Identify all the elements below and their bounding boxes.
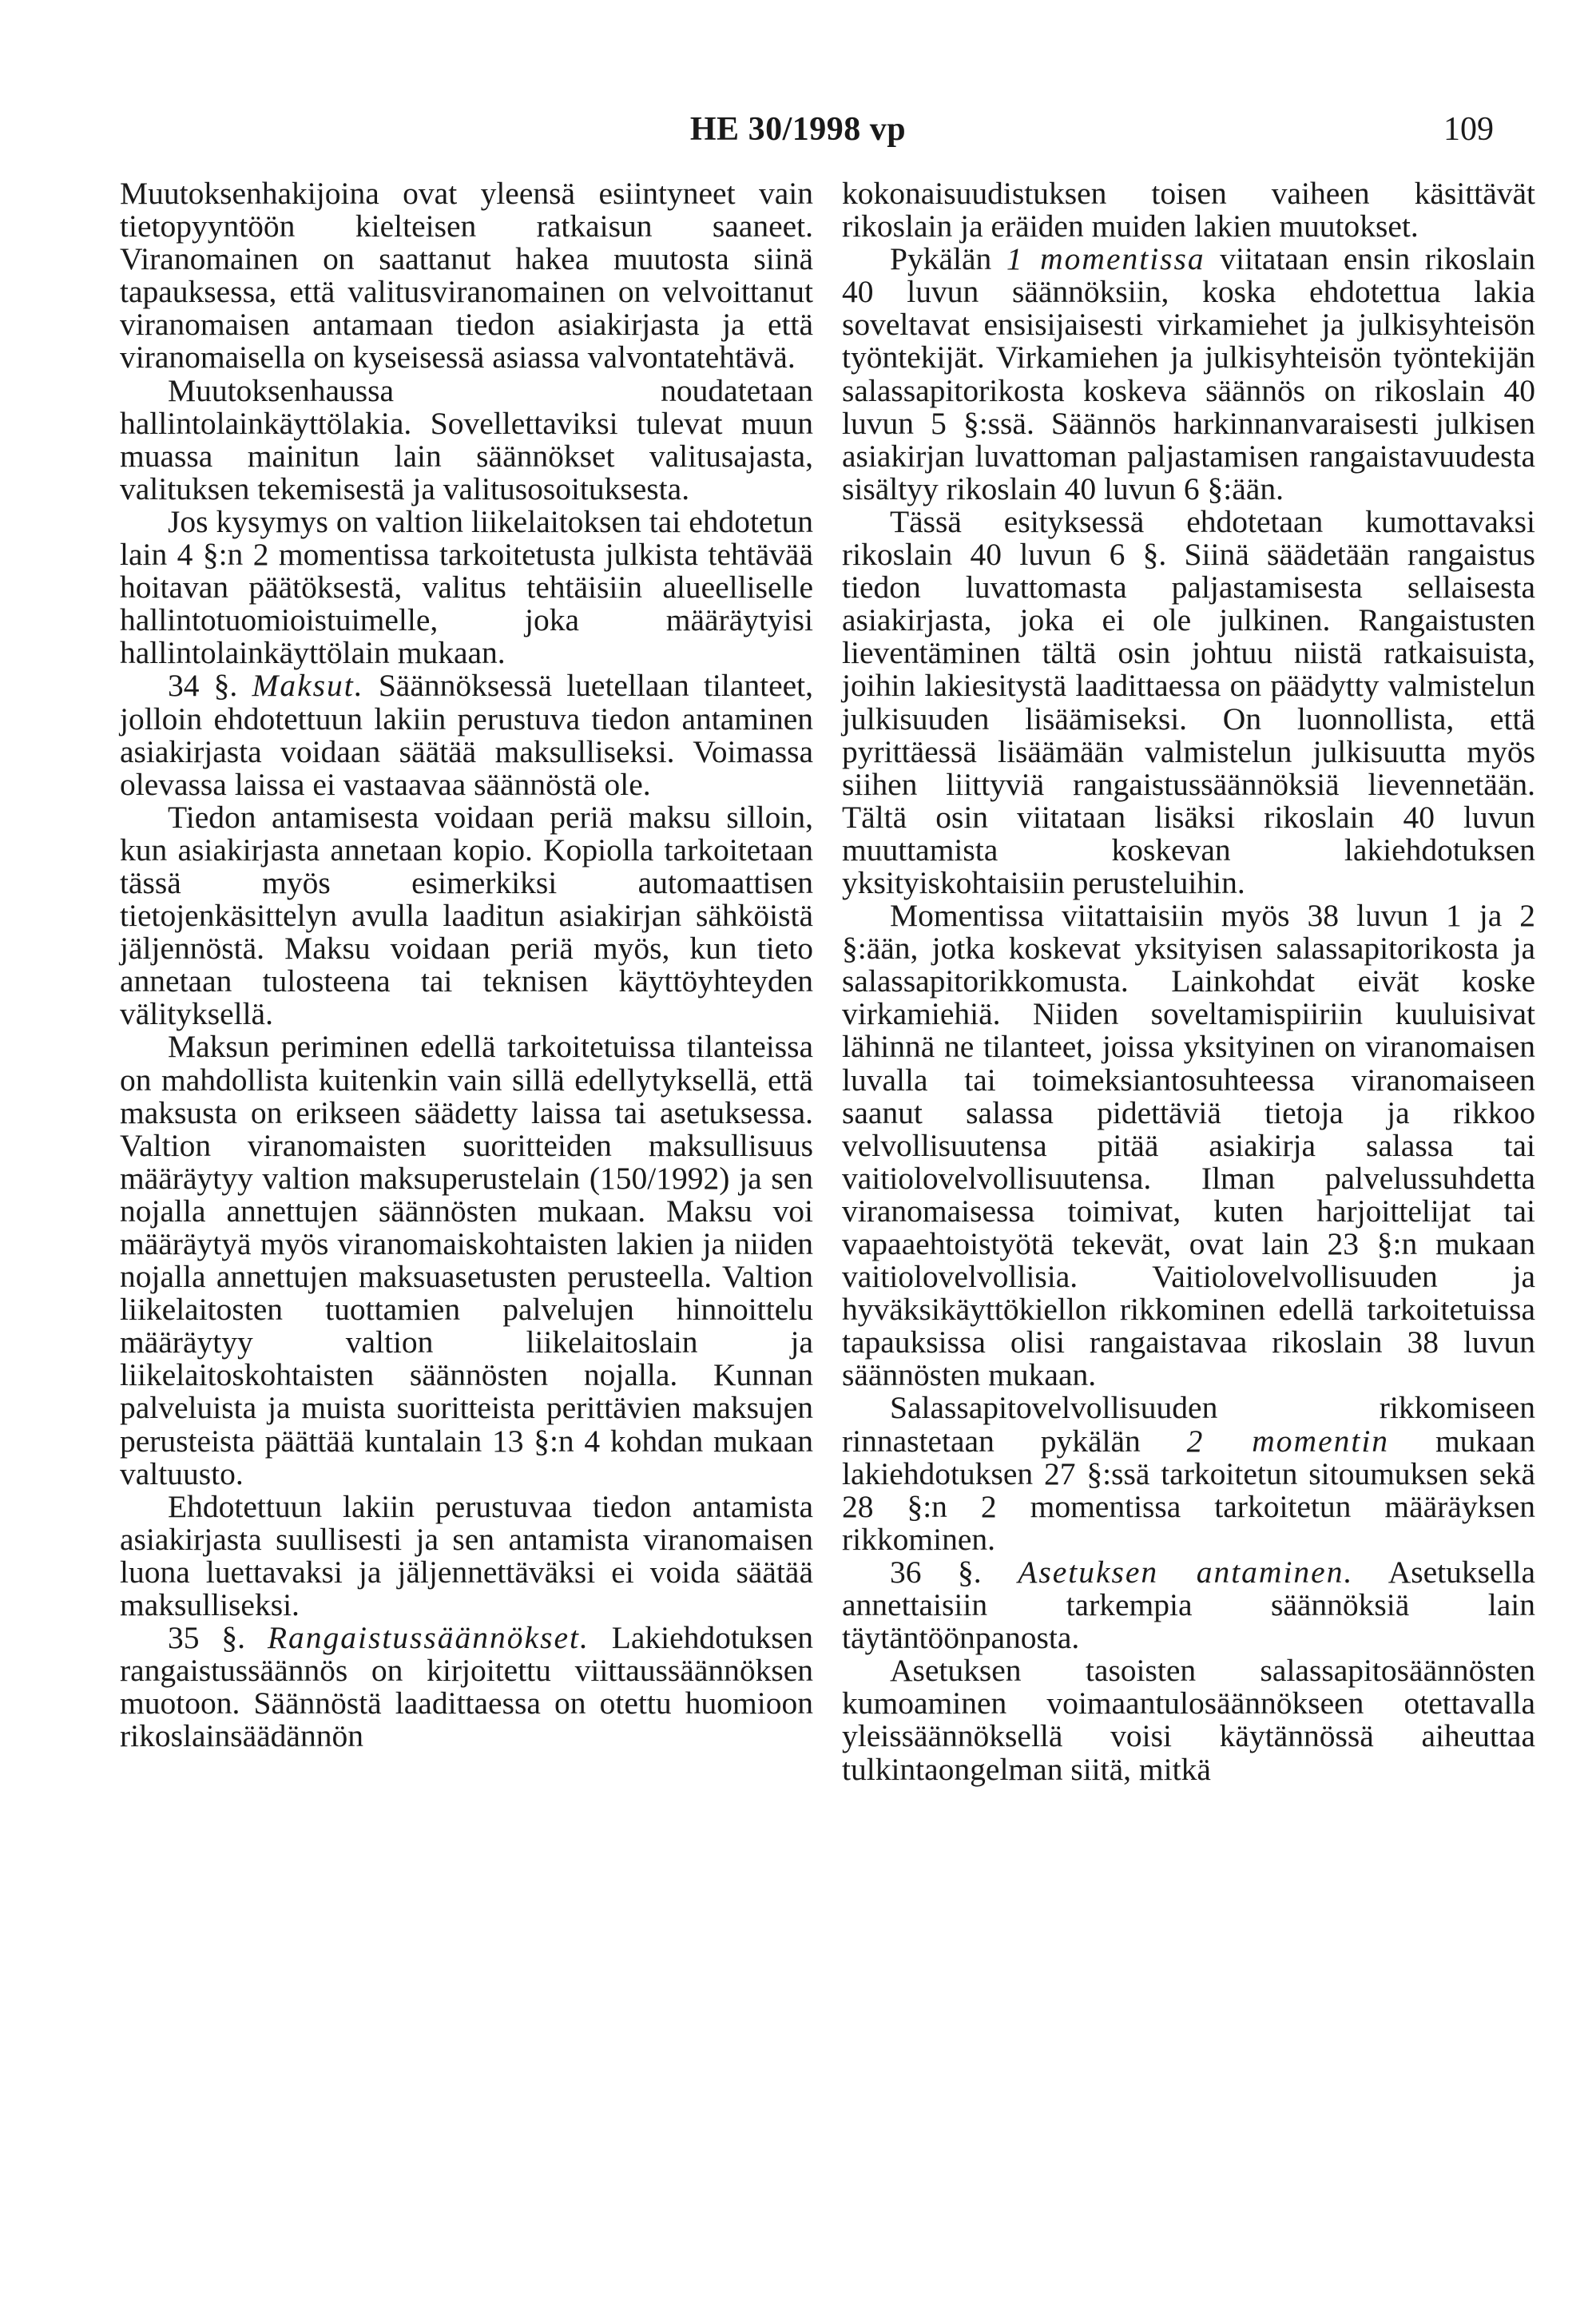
paragraph: kokonaisuudistuksen toisen vaiheen käsittävät rikoslain ja eräiden muiden lakien muutokset. bbox=[842, 176, 1535, 244]
paragraph-1-momentti bbox=[842, 243, 1535, 506]
paragraph: Momentissa viitattaisiin myös 38 luvun 1 ja 2 §:ään, jotka koskevat yksityisen salassapitorikosta ja salassapitorikkomusta. Lainkohdat eivät koske virkamiehiä. Niiden soveltamispiiriin kuuluisivat lähinnä ne tilanteet, joissa yksityinen on viranomaisen luvalla tai toimeksiantosuhteessa viranomaiseen saanut salassa pidettäviä tietoja ja rikkoo velvollisuutensa pitää asiakirja salassa tai vaitiolovelvollisuutensa. Ilman palvelussuhdetta viranomaisessa toimivat, kuten harjoittelijat tai vapaaehtoistyötä tekevät, ovat lain 23 §:n mukaan vaitiolovelvollisia. Vaitiolovelvollisuuden ja hyväksikäyttökiellon rikkominen edellä tarkoitetuissa tapauksissa olisi rangaistavaa rikoslain 38 luvun säännösten mukaan. bbox=[842, 898, 1535, 1393]
section-text: Lakiehdotuksen rangaistussäännös on kirjoitettu viittaussäännöksen muotoon. Säännöstä laadittaessa on otettu huomioon rikoslainsäädännön bbox=[120, 1620, 814, 1754]
paragraph: Tässä esityksessä ehdotetaan kumottavaksi rikoslain 40 luvun 6 §. Siinä säädetään rangaistus tiedon luvattomasta paljastamisesta sellaisesta asiakirjasta, joka ei ole julkinen. Rangaistusten lieventäminen tältä osin johtuu niistä ratkaisuista, joihin lakiesitystä laadittaessa on päädytty valmistelun julkisuuden lisäämiseksi. On luonnollista, että pyrittäessä lisäämään valmistelun julkisuutta myös siihen liittyviä rangaistussäännöksiä lievennetään. Tältä osin viitataan lisäksi rikoslain 40 luvun muuttamista koskevan lakiehdotuksen yksityiskohtaisiin perusteluihin. bbox=[842, 503, 1535, 900]
page-header bbox=[0, 110, 1596, 158]
section-number: 36 §. bbox=[890, 1554, 1018, 1590]
paragraph-text: mukaan lakiehdotuksen 27 §:ssä tarkoitetun sitoumuksen sekä 28 §:n 2 momentissa tarkoitetun määräyksen rikkominen. bbox=[842, 1423, 1535, 1557]
paragraph-2-momentti bbox=[842, 1392, 1535, 1555]
paragraph: Maksun periminen edellä tarkoitetuissa tilanteissa on mahdollista kuitenkin vain sillä edellytyksellä, että maksusta on erikseen säädetty laissa tai asetuksessa. Valtion viranomaisten suoritteiden maksullisuus määräytyy valtion maksuperustelain (150/1992) ja sen nojalla annettujen säännösten mukaan. Maksu voi määräytyä myös viranomaiskohtaisten lakien ja niiden nojalla annettujen maksuasetusten perusteella. Valtion liikelaitosten tuottamien palvelujen hinnoittelu määräytyy valtion liikelaitoslain ja liikelaitoskohtaisten säännösten nojalla. Kunnan palveluista ja muista suoritteista perittävien maksujen perusteista päättää kuntalain 13 §:n 4 kohdan mukaan valtuusto. bbox=[120, 1029, 813, 1491]
section-text: Asetuksella annettaisiin tarkempia säännöksiä lain täytäntöönpanosta. bbox=[842, 1554, 1535, 1656]
paragraph: Asetuksen tasoisten salassapitosäännösten kumoaminen voimaantulosäännökseen otettavalla yleissäännöksellä voisi käytännössä aiheuttaa tulkintaongelman siitä, mitkä bbox=[842, 1653, 1535, 1787]
left-column bbox=[120, 177, 813, 1753]
momentti-heading: 1 momentissa bbox=[1006, 241, 1205, 277]
section-paragraph-35 bbox=[120, 1622, 813, 1753]
paragraph: Tiedon antamisesta voidaan periä maksu silloin, kun asiakirjasta annetaan kopio. Kopiolla tarkoitetaan tässä myös esimerkiksi automaattisen tietojenkäsittelyn avulla laaditun asiakirjan sähköistä jäljennöstä. Maksu voidaan periä myös, kun tieto annetaan tulosteena tai teknisen käyttöyhteyden välityksellä. bbox=[120, 799, 813, 1032]
section-number: 35 §. bbox=[168, 1620, 268, 1656]
paragraph: Jos kysymys on valtion liikelaitoksen tai ehdotetun lain 4 §:n 2 momentissa tarkoitetusta julkista tehtävää hoitavan päätöksestä, valitus tehtäisiin alueelliselle hallintotuomioistuimelle, joka määräytyisi hallintolainkäyttölain mukaan. bbox=[120, 503, 813, 671]
section-paragraph-34 bbox=[120, 669, 813, 800]
section-number: 34 §. bbox=[168, 668, 252, 704]
paragraph: Muutoksenhakijoina ovat yleensä esiintyneet vain tietopyyntöön kielteisen ratkaisun saaneet. Viranomainen on saattanut hakea muutosta siinä tapauksessa, että valitusviranomainen on velvoittanut viranomaisen antamaan tiedon asiakirjasta ja että viranomaisella on kyseisessä asiassa valvontatehtävä. bbox=[120, 176, 813, 375]
paragraph: Ehdotettuun lakiin perustuvaa tiedon antamista asiakirjasta suullisesti ja sen antamista viranomaisen luona luettavaksi ja jäljennettäväksi ei voida säätää maksulliseksi. bbox=[120, 1488, 813, 1623]
section-heading: Maksut. bbox=[252, 668, 364, 704]
paragraph: Muutoksenhaussa noudatetaan hallintolainkäyttölakia. Sovellettaviksi tulevat muun muassa mainitun lain säännökset valitusajasta, valituksen tekemisestä ja valitusosoituksesta. bbox=[120, 372, 813, 506]
right-column bbox=[842, 177, 1535, 1786]
section-heading: Rangaistussäännökset. bbox=[267, 1620, 590, 1656]
section-text: Säännöksessä luetellaan tilanteet, jolloin ehdotettuun lakiin perustuva tiedon antaminen asiakirjasta voidaan säätää maksulliseksi. Voimassa olevassa laissa ei vastaavaa säännöstä ole. bbox=[120, 668, 813, 802]
paragraph-lead: Pykälän bbox=[890, 241, 1006, 277]
momentti-heading: 2 momentin bbox=[1186, 1423, 1390, 1459]
paragraph-lead: Salassapitovelvollisuuden rikkomiseen rinnastetaan pykälän bbox=[842, 1390, 1535, 1459]
paragraph-text: viitataan ensin rikoslain 40 luvun säännöksiin, koska ehdotettua lakia soveltavat ensisijaisesti virkamiehet ja julkisyhteisön työntekijät. Virkamiehen ja julkisyhteisön työntekijän salassapitorikosta koskeva säännös on rikoslain 40 luvun 5 §:ssä. Säännös harkinnanvaraisesti julkisen asiakirjan luvattoman paljastamisen rangaistavuudesta sisältyy rikoslain 40 luvun 6 §:ään. bbox=[842, 241, 1535, 506]
page-number: 109 bbox=[1443, 111, 1494, 148]
section-heading: Asetuksen antaminen. bbox=[1018, 1554, 1354, 1590]
section-paragraph-36 bbox=[842, 1556, 1535, 1654]
running-head: HE 30/1998 vp bbox=[689, 111, 907, 148]
